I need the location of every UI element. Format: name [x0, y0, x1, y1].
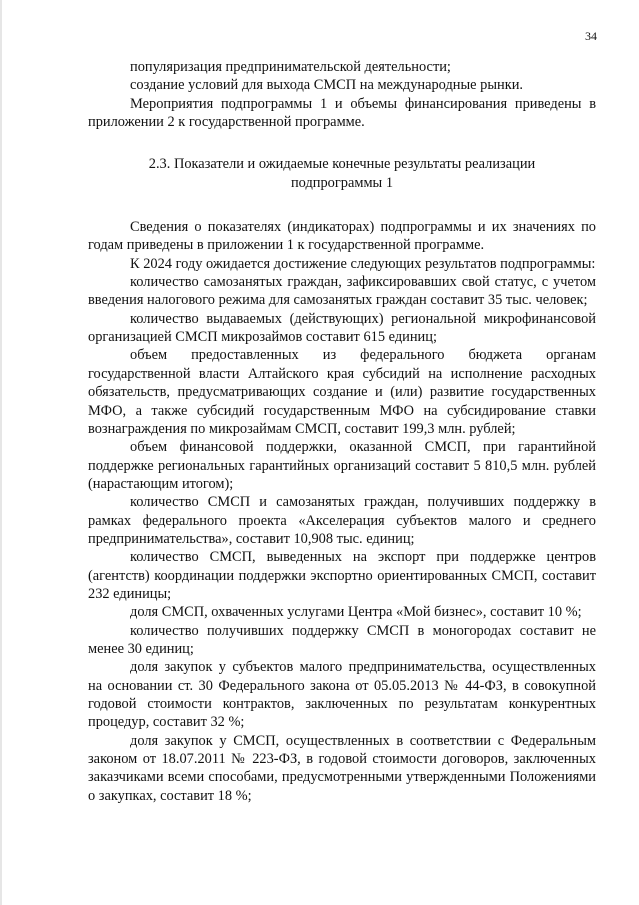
body-paragraph-7: количество СМСП и самозанятых граждан, получивших поддержку в рамках федерального проекта «Акселерация субъектов малого и среднего предпринимательства», составит 10,908 тыс. единиц;	[88, 494, 596, 547]
body-paragraph-8: количество СМСП, выведенных на экспорт при поддержке центров (агентств) координации поддержки экспортно ориентированных СМСП, составит 232 единицы;	[88, 549, 596, 602]
body-paragraph-2: К 2024 году ожидается достижение следующих результатов подпрограммы:	[130, 255, 596, 272]
body-paragraph-10: количество получивших поддержку СМСП в моногородах составит не менее 30 единиц;	[88, 622, 596, 657]
section-heading-line-2: подпрограммы 1	[290, 174, 394, 191]
body-paragraph-4: количество выдаваемых (действующих) региональной микрофинансовой организацией СМСП микрозаймов составит 615 единиц;	[88, 310, 596, 346]
section-heading	[88, 155, 596, 192]
section-heading-line-1: 2.3. Показатели и ожидаемые конечные результаты реализации	[148, 156, 536, 173]
body-paragraph-5: объем предоставленных из федерального бюджета органам государственной власти Алтайского края субсидий на исполнение расходных обязательств, предусматривающих создание и (или) развитие государственных МФО, а также субсидий государственным МФО на субсидирование ставки вознаграждения по микрозаймам СМСП, составит 199,3 млн. рублей;	[88, 347, 596, 437]
intro-paragraph-2: создание условий для выхода СМСП на международные рынки.	[130, 77, 523, 94]
body-paragraph-6: объем финансовой поддержки, оказанной СМСП, при гарантийной поддержке региональных гарантийных организаций составит 5 810,5 млн. рублей (нарастающим итогом);	[88, 439, 596, 492]
body-paragraph-12: доля закупок у СМСП, осуществленных в соответствии с Федеральным законом от 18.07.2011 № 223-ФЗ, в годовой стоимости договоров, заключенных заказчиками всеми способами, предусмотренными утвержденными Положениями о закупках, составит 18 %;	[88, 732, 596, 804]
page-edge	[0, 0, 2, 905]
body-paragraph-11: доля закупок у субъектов малого предпринимательства, осуществленных на основании ст. 30 Федерального закона от 05.05.2013 № 44-ФЗ, в совокупной годовой стоимости контрактов, заключенных по результатам конкурентных процедур, составит 32 %;	[88, 659, 596, 731]
body-paragraph-1: Сведения о показателях (индикаторах) подпрограммы и их значениях по годам приведены в приложении 1 к государственной программе.	[88, 219, 596, 254]
intro-paragraph-1: популяризация предпринимательской деятельности;	[130, 59, 451, 75]
body-paragraph-9: доля СМСП, охваченных услугами Центра «Мой бизнес», составит 10 %;	[130, 604, 582, 621]
body-paragraph-3: количество самозанятых граждан, зафиксировавших свой статус, с учетом введения налогового режима для самозанятых граждан составит 35 тыс. человек;	[88, 274, 596, 309]
intro-paragraph-3: Мероприятия подпрограммы 1 и объемы финансирования приведены в приложении 2 к государственной программе.	[88, 95, 596, 131]
page-number: 34	[585, 29, 597, 43]
document-body	[88, 58, 596, 805]
